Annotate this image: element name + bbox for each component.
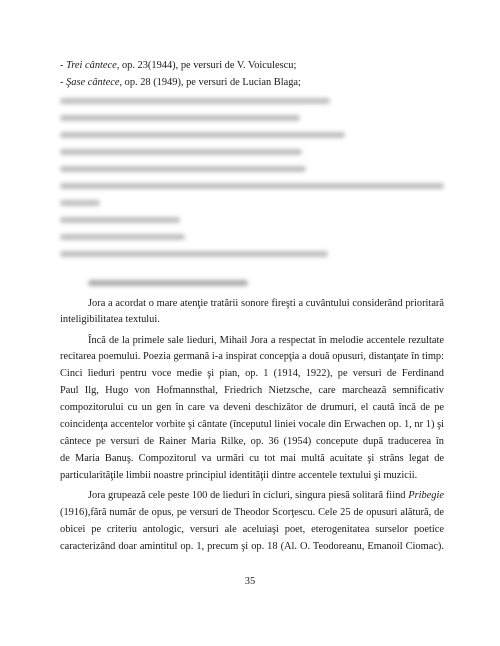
paragraph-line: recitarea poemului. Poezia germană i-a inspirat concepţia a două opusuri, distanţate în timp: — [60, 351, 444, 362]
blurred-line — [60, 149, 302, 155]
paragraph-line: particularităţile limbii noastre principiul identităţii dintre accentele textului şi muzicii. — [60, 470, 418, 481]
work-title: Pribegie — [408, 490, 444, 501]
paragraph-line: Paul Ilg, Hugo von Hofmannsthal, Friedrich Nietzsche, care marchează semnificativ — [60, 385, 444, 396]
blurred-line — [60, 183, 444, 189]
list-dash: - — [60, 60, 67, 71]
paragraph-line: caracterizând doar amintitul op. 1, precum şi op. 18 (Al. O. Teodoreanu, Emanoil Ciomac). — [60, 541, 444, 552]
paragraph-line: obicei pe criteriu antologic, versuri ale aceluiaşi poet, eterogenitatea surselor poetice — [60, 524, 444, 535]
blurred-line — [60, 200, 100, 206]
list-item — [60, 76, 444, 89]
paragraph-text: fără număr de opus, pe versuri de Theodor Scorţescu. Cele 25 de opusuri alătură, de — [90, 507, 444, 518]
list-dash: - — [60, 77, 67, 88]
blurred-heading — [88, 280, 248, 286]
paragraph-line: Jora a acordat o mare atenţie tratării sonore fireşti a cuvântului considerând prioritară — [88, 298, 444, 309]
paragraph-line — [88, 489, 444, 502]
blurred-line — [60, 251, 328, 257]
list-item — [60, 59, 444, 72]
blurred-line — [60, 132, 345, 138]
blurred-line — [60, 217, 180, 223]
blurred-line — [60, 166, 306, 172]
page-number: 35 — [244, 576, 256, 587]
paragraph-line: cântece pe versuri de Rainer Maria Rilke, op. 36 (1954) concepute după traducerea în — [60, 436, 444, 447]
paragraph-line: inteligibilitatea textului. — [60, 314, 160, 325]
work-title: Şase cântece — [66, 77, 120, 88]
list-item-text: , op. 23(1944), pe versuri de V. Voiculescu; — [116, 60, 297, 71]
blurred-line — [60, 234, 185, 240]
paragraph-line: de Maria Banuş. Compozitorul va urmări cu tot mai multă acuitate şi strâns legat de — [60, 453, 444, 464]
blurred-line — [60, 115, 300, 121]
paragraph-text: Jora grupează cele peste 100 de lieduri în cicluri, singura piesă solitară fiind — [88, 490, 406, 501]
blurred-line — [60, 98, 330, 104]
paragraph-line — [60, 506, 444, 519]
paragraph-line: Încă de la primele sale lieduri, Mihail Jora a respectat în melodie accentele rezultate — [88, 335, 444, 346]
paragraph-text: (1916), — [60, 507, 91, 518]
paragraph-line: Cinci lieduri pentru voce medie şi pian, op. 1 (1914, 1922), pe versuri de Ferdinand — [60, 368, 444, 379]
blurred-content — [60, 94, 444, 289]
work-title: Trei cântece — [66, 60, 117, 71]
paragraph-line: compozitorului cu un gen în care va deveni deschizător de drumuri, el caută încă de pe — [60, 402, 444, 413]
list-item-text: , op. 28 (1949), pe versuri de Lucian Blaga; — [119, 77, 301, 88]
paragraph-line: coincidenţa accentelor vorbite şi cântate (începutul liniei vocale din Erwachen op. 1, nr 1) şi — [60, 419, 444, 430]
